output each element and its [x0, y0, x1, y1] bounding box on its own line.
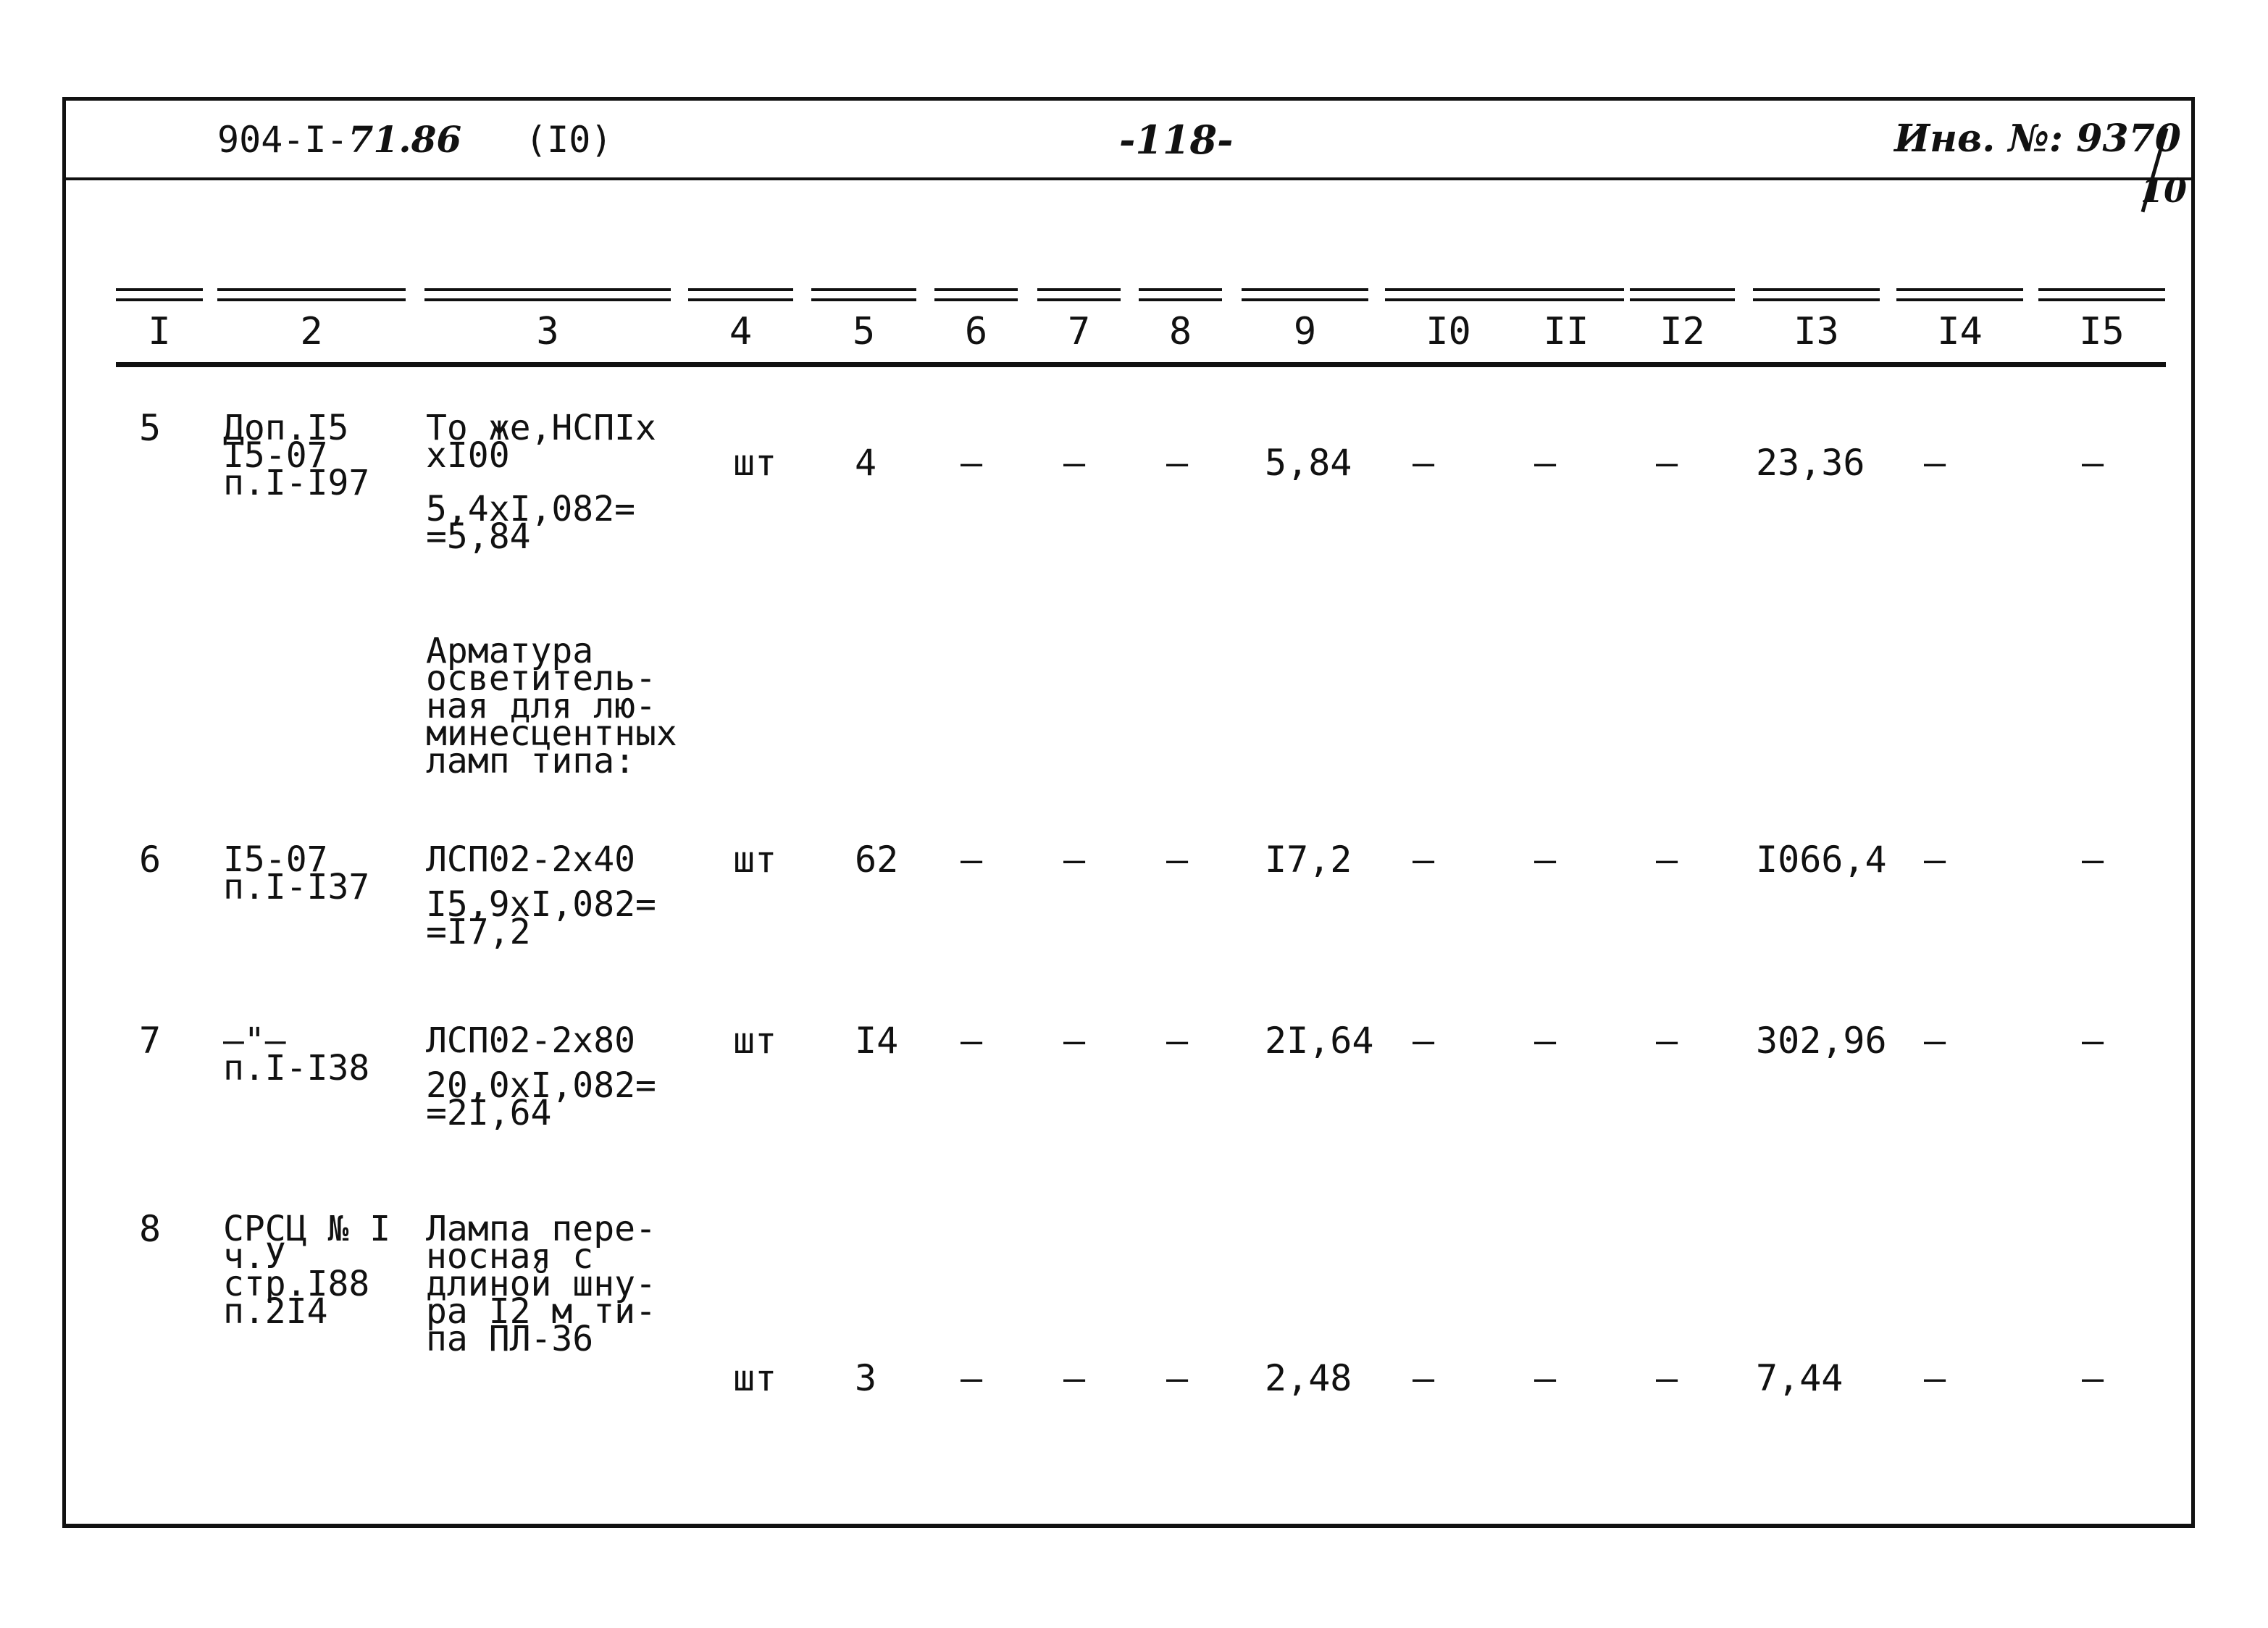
row-empty-value: – — [1413, 1020, 1435, 1062]
row-empty-value: – — [1166, 839, 1189, 881]
row-total: 302,96 — [1756, 1020, 1887, 1062]
column-header-line — [424, 288, 671, 291]
row-empty-value: – — [2082, 442, 2104, 484]
row-calculation: 5,4хI,082= =5,84 — [426, 489, 635, 557]
column-header-line — [1385, 298, 1512, 301]
row-total: 23,36 — [1756, 442, 1865, 484]
row-empty-value: – — [1413, 1357, 1435, 1399]
inventory-number: Инв. №: 9370 — [1894, 117, 2181, 161]
row-number: 8 — [139, 1208, 162, 1250]
column-header-line — [116, 298, 203, 301]
row-reference: –"– п.I-I38 — [223, 1020, 370, 1088]
row-unit: шт — [733, 1020, 777, 1062]
column-header-line — [1037, 288, 1121, 291]
column-header-line — [688, 298, 793, 301]
row-empty-value: – — [961, 1357, 983, 1399]
row-quantity: 62 — [855, 839, 899, 881]
column-header-line — [1753, 298, 1880, 301]
row-empty-value: – — [1534, 1020, 1557, 1062]
row-unit-price: 2I,64 — [1265, 1020, 1374, 1062]
row-empty-value: – — [2082, 839, 2104, 881]
column-header-line — [1385, 288, 1512, 291]
row-empty-value: – — [1166, 1020, 1189, 1062]
row-calculation: 20,0хI,082= =2I,64 — [426, 1065, 656, 1133]
row-number: 7 — [139, 1020, 162, 1062]
row-empty-value: – — [1924, 839, 1946, 881]
column-number: 9 — [1293, 310, 1317, 353]
header-rule — [62, 177, 2195, 180]
row-empty-value: – — [1924, 1357, 1946, 1399]
row-empty-value: – — [1656, 1020, 1678, 1062]
column-number: 4 — [729, 310, 753, 353]
column-header-line — [934, 298, 1018, 301]
column-header-line — [934, 288, 1018, 291]
row-reference: СРСЦ № I ч.У стр.I88 п.2I4 — [223, 1209, 391, 1332]
document-code-handwritten: 71.86 — [348, 118, 462, 161]
row-reference: Доп.I5 I5-07 п.I-I97 — [223, 408, 370, 503]
row-empty-value: – — [1656, 839, 1678, 881]
row-total: 7,44 — [1756, 1357, 1844, 1399]
column-number: I2 — [1660, 310, 1705, 353]
column-header-rule — [116, 362, 2166, 367]
column-header-line — [217, 288, 406, 291]
row-description: То же,НСПIх хI00 — [426, 408, 656, 476]
column-number: I5 — [2079, 310, 2125, 353]
column-header-line — [2038, 288, 2165, 291]
row-empty-value: – — [1924, 442, 1946, 484]
sheet-label: (I0) — [525, 119, 613, 161]
row-empty-value: – — [961, 1020, 983, 1062]
column-header-line — [1896, 298, 2023, 301]
row-empty-value: – — [1063, 1020, 1086, 1062]
column-header-line — [1508, 298, 1624, 301]
row-empty-value: – — [1534, 839, 1557, 881]
row-quantity: I4 — [855, 1020, 899, 1062]
row-empty-value: – — [1656, 1357, 1678, 1399]
row-unit: шт — [733, 442, 777, 484]
row-empty-value: – — [2082, 1020, 2104, 1062]
column-header-line — [116, 288, 203, 291]
row-empty-value: – — [1656, 442, 1678, 484]
row-empty-value: – — [1063, 1357, 1086, 1399]
row-unit-price: I7,2 — [1265, 839, 1352, 881]
row-empty-value: – — [1534, 442, 1557, 484]
column-number: 3 — [536, 310, 559, 353]
row-quantity: 3 — [855, 1357, 877, 1399]
row-number: 5 — [139, 407, 162, 449]
column-number: 2 — [300, 310, 323, 353]
row-unit-price: 5,84 — [1265, 442, 1352, 484]
row-empty-value: – — [1063, 442, 1086, 484]
column-header-line — [1139, 298, 1222, 301]
column-header-line — [811, 298, 916, 301]
column-header-line — [811, 288, 916, 291]
row-empty-value: – — [1063, 839, 1086, 881]
row-empty-value: – — [1924, 1020, 1946, 1062]
column-header-line — [1037, 298, 1121, 301]
column-number: 7 — [1067, 310, 1091, 353]
row-empty-value: – — [2082, 1357, 2104, 1399]
column-header-line — [1242, 288, 1368, 291]
row-empty-value: – — [1413, 839, 1435, 881]
row-unit-price: 2,48 — [1265, 1357, 1352, 1399]
row-quantity: 4 — [855, 442, 877, 484]
column-number: II — [1543, 310, 1589, 353]
row-empty-value: – — [1413, 442, 1435, 484]
row-total: I066,4 — [1756, 839, 1887, 881]
row-empty-value: – — [961, 442, 983, 484]
row-description: ЛСП02-2х40 — [426, 839, 635, 880]
column-header-line — [424, 298, 671, 301]
column-header-line — [1630, 298, 1735, 301]
column-header-line — [1242, 298, 1368, 301]
row-empty-value: – — [1166, 442, 1189, 484]
row-calculation: I5,9хI,082= =I7,2 — [426, 884, 656, 952]
column-header-line — [1630, 288, 1735, 291]
row-number: 6 — [139, 839, 162, 881]
column-number: I0 — [1426, 310, 1471, 353]
column-number: 5 — [852, 310, 876, 353]
page-number: -118- — [1119, 117, 1234, 163]
column-number: I3 — [1794, 310, 1839, 353]
section-heading: Арматура осветитель- ная для лю- минесцентных ламп типа: — [426, 631, 677, 781]
row-empty-value: – — [1166, 1357, 1189, 1399]
column-header-line — [1896, 288, 2023, 291]
column-header-line — [217, 298, 406, 301]
row-empty-value: – — [961, 839, 983, 881]
column-number: I — [148, 310, 171, 353]
column-header-line — [1508, 288, 1624, 291]
document-code — [217, 118, 462, 161]
column-number: 8 — [1168, 310, 1192, 353]
row-description: Лампа пере- носная с длиной шну- ра I2 м ти- па ПЛ-36 — [426, 1209, 656, 1359]
inventory-fraction: 10 — [2141, 171, 2188, 210]
column-header-line — [1139, 288, 1222, 291]
row-unit: шт — [733, 1357, 777, 1399]
column-number: 6 — [964, 310, 988, 353]
column-header-line — [2038, 298, 2165, 301]
row-description: ЛСП02-2х80 — [426, 1020, 635, 1061]
row-unit: шт — [733, 839, 777, 881]
column-header-line — [688, 288, 793, 291]
row-reference: I5-07 п.I-I37 — [223, 839, 370, 907]
column-number: I4 — [1937, 310, 1983, 353]
row-empty-value: – — [1534, 1357, 1557, 1399]
column-header-line — [1753, 288, 1880, 291]
document-code-printed: 904-I- — [217, 119, 348, 161]
